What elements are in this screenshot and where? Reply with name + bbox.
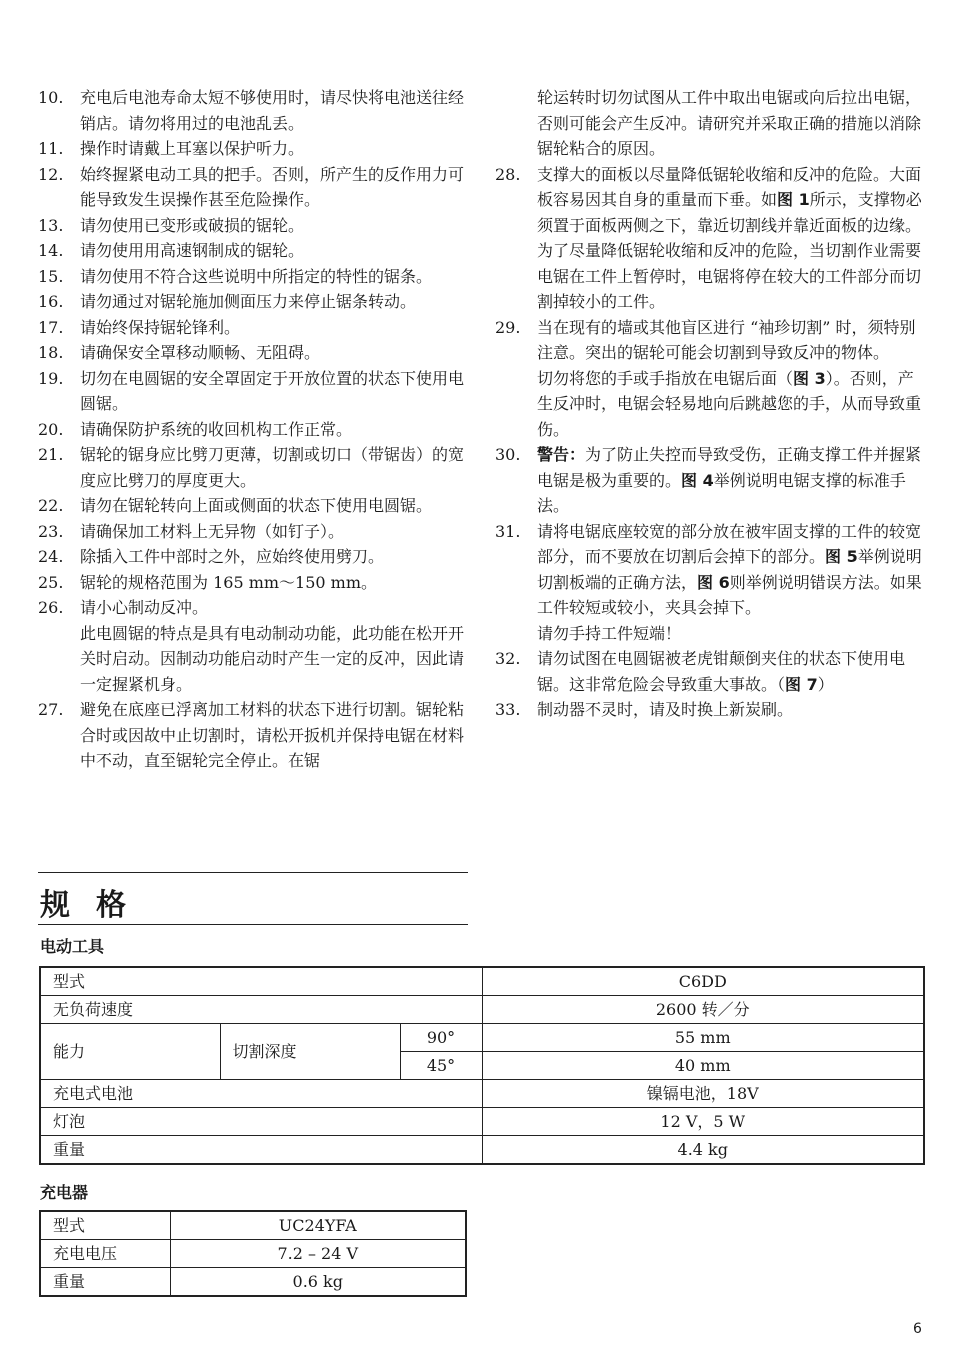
item-text: 请勿使用用高速钢制成的锯轮。 (80, 241, 305, 260)
item-number: 19. (38, 368, 64, 388)
item-number: 29. (495, 317, 521, 337)
item-text: 当在现有的墙或其他盲区进行 “袖珍切割” 时，须特别注意。突出的锯轮可能会切割到导致反冲的物体。 (537, 317, 916, 362)
spec-value: 2600 转／分 (482, 996, 924, 1024)
item-text: 警告：为了防止失控而导致受伤，正确支撑工件并握紧电锯是极为重要的。图 4举例说明电锯支撑的标准手法。 (537, 445, 922, 515)
item-text: 除插入工件中部时之外，应始终使用劈刀。 (80, 547, 385, 566)
warning-label: 警告： (537, 445, 586, 464)
list-item (38, 162, 468, 213)
table-row (40, 1136, 924, 1165)
spec-value: 55 mm (482, 1024, 924, 1052)
item-number: 15. (38, 266, 64, 286)
item-number: 11. (38, 139, 64, 158)
list-item (38, 315, 468, 341)
item-text: 请勿在锯轮转向上面或侧面的状态下使用电圆锯。 (80, 496, 433, 515)
figure-ref: 图 5 (825, 547, 858, 566)
item-text: 请始终保持锯轮锋利。 (80, 317, 241, 337)
spec-value: 7.2 – 24 V (170, 1240, 466, 1268)
item-number: 10. (38, 88, 64, 107)
item-text: 请勿通过对锯轮施加侧面压力来停止锯条转动。 (80, 292, 417, 311)
list-item (38, 595, 468, 621)
list-item (38, 264, 468, 290)
item-30 (495, 442, 925, 519)
list-item (38, 570, 468, 596)
spec-label: 充电式电池 (40, 1080, 482, 1108)
item-number: 17. (38, 317, 64, 337)
item-number: 24. (38, 547, 64, 566)
item-number: 22. (38, 496, 64, 515)
item-29-continued: 切勿将您的手或手指放在电锯后面（图 3）。否则，产生反冲时，电锯会轻易地向后跳越您的手，从而导致重伤。 (537, 368, 922, 439)
item-text: 请小心制动反冲。 (80, 598, 209, 617)
list-item (38, 544, 468, 570)
item-text: 充电后电池寿命太短不够使用时，请尽快将电池送往经销店。请勿将用过的电池乱丢。 (80, 88, 465, 133)
item-text: 请确保安全罩移动顺畅、无阻碍。 (80, 343, 321, 362)
spec-label: 重量 (40, 1136, 482, 1165)
table-row (40, 1108, 924, 1136)
section-divider (38, 872, 468, 873)
list-item (38, 493, 468, 519)
spec-value: 12 V，5 W (482, 1108, 924, 1136)
item-text: 操作时请戴上耳塞以保护听力。 (80, 139, 305, 158)
item-text: 切勿在电圆锯的安全罩固定于开放位置的状态下使用电圆锯。 (80, 368, 465, 413)
list-item (38, 366, 468, 417)
item-text: 锯轮的规格范围为 165 mm～150 mm。 (80, 572, 378, 592)
item-28-continued: 为了尽量降低锯轮收缩和反冲的危险，当切割作业需要电锯在工件上暂停时，电锯将停在较大的工件部分而切割掉较小的工件。 (537, 241, 922, 311)
spec-label: 型式 (40, 1211, 170, 1240)
list-item (38, 213, 468, 239)
table-row (40, 1268, 466, 1297)
figure-ref: 图 7 (785, 674, 818, 694)
list-item (38, 340, 468, 366)
list-item (38, 85, 468, 136)
item-text: 请确保防护系统的收回机构工作正常。 (80, 419, 353, 439)
page-number: 6 (913, 1321, 922, 1337)
item-number: 32. (495, 649, 521, 668)
spec-value: 0.6 kg (170, 1268, 466, 1297)
power-tool-spec-table (39, 966, 925, 1165)
figure-ref: 图 3 (793, 368, 826, 388)
item-32 (495, 646, 925, 697)
charger-spec-table (39, 1210, 467, 1297)
spec-label: 切割深度 (220, 1024, 400, 1080)
spec-label: 型式 (40, 967, 482, 996)
list-item (38, 238, 468, 264)
spec-value: 镍镉电池，18V (482, 1080, 924, 1108)
item-text: 请确保加工材料上无异物（如钉子）。 (80, 521, 345, 541)
item-number: 23. (38, 521, 64, 541)
item-text: 请勿使用已变形或破损的锯轮。 (80, 215, 305, 235)
item-number: 16. (38, 292, 64, 311)
item-text: 避免在底座已浮离加工材料的状态下进行切割。锯轮粘合时或因故中止切割时，请松开扳机并保持电锯在材料中不动，直至锯轮完全停止。在锯 (80, 700, 465, 770)
item-number: 20. (38, 419, 64, 439)
spec-label: 充电电压 (40, 1240, 170, 1268)
spec-value: C6DD (482, 967, 924, 996)
list-item-continued: 此电圆锯的特点是具有电动制动功能，此功能在松开开关时启动。因制动功能启动时产生一定的反冲，因此请一定握紧机身。 (80, 623, 465, 694)
angle-label: 90° (400, 1024, 482, 1052)
item-number: 31. (495, 521, 521, 541)
item-33 (495, 697, 925, 723)
spec-value: 4.4 kg (482, 1136, 924, 1165)
list-item (38, 136, 468, 162)
figure-ref: 图 1 (777, 190, 810, 209)
spec-label: 能力 (40, 1024, 220, 1080)
item-number: 30. (495, 445, 521, 464)
item-number: 28. (495, 164, 521, 184)
item-text: 请勿使用不符合这些说明中所指定的特性的锯条。 (80, 266, 433, 286)
item-number: 18. (38, 343, 64, 362)
spec-value: 40 mm (482, 1052, 924, 1080)
item-text: 锯轮的锯身应比劈刀更薄，切割或切口（带锯齿）的宽度应比劈刀的厚度更大。 (80, 445, 465, 490)
item-number: 21. (38, 445, 64, 464)
item-number: 33. (495, 700, 521, 719)
item-number: 14. (38, 241, 64, 260)
list-item (38, 417, 468, 443)
table-row (40, 1080, 924, 1108)
charger-heading: 充电器 (40, 1183, 89, 1202)
item-number: 26. (38, 598, 64, 617)
list-item (38, 697, 468, 774)
specs-title: 规格 (40, 888, 152, 923)
item-number: 27. (38, 700, 64, 719)
item-text: 始终握紧电动工具的把手。否则，所产生的反作用力可能导致发生误操作甚至危险操作。 (80, 164, 465, 209)
table-row (40, 1240, 466, 1268)
figure-ref: 图 6 (697, 572, 730, 592)
item-28 (495, 162, 925, 239)
table-row (40, 967, 924, 996)
angle-label: 45° (400, 1052, 482, 1080)
item-text: 请勿试图在电圆锯被老虎钳颠倒夹住的状态下使用电锯。这非常危险会导致重大事故。（图 7） (537, 649, 906, 694)
table-row (40, 996, 924, 1024)
item-text: 请将电锯底座较宽的部分放在被牢固支撑的工件的较宽部分，而不要放在切割后会掉下的部分。图 5举例说明切割板端的正确方法，图 6则举例说明错误方法。如果工件较短或较小，夹具会掉下。 (537, 521, 922, 617)
item-31 (495, 519, 925, 621)
item-27-continued: 轮运转时切勿试图从工件中取出电锯或向后拉出电锯，否则可能会产生反冲。请研究并采取正确的措施以消除锯轮粘合的原因。 (537, 88, 922, 158)
item-text: 制动器不灵时，请及时换上新炭刷。 (537, 700, 794, 719)
figure-ref: 图 4 (681, 470, 714, 490)
item-number: 25. (38, 572, 64, 592)
spec-label: 无负荷速度 (40, 996, 482, 1024)
spec-label: 重量 (40, 1268, 170, 1297)
item-number: 13. (38, 215, 64, 235)
item-29 (495, 315, 925, 366)
list-item (38, 519, 468, 545)
right-column (495, 85, 925, 723)
section-divider (38, 924, 468, 925)
power-tool-heading: 电动工具 (40, 937, 105, 956)
list-item (38, 442, 468, 493)
item-number: 12. (38, 164, 64, 184)
table-row (40, 1024, 924, 1052)
table-row (40, 1211, 466, 1240)
list-item (38, 289, 468, 315)
item-31-continued: 请勿手持工件短端！ (537, 623, 682, 643)
left-column (38, 85, 468, 774)
item-text: 支撑大的面板以尽量降低锯轮收缩和反冲的危险。大面板容易因其自身的重量而下垂。如图 1所示，支撑物必须置于面板两侧之下，靠近切割线并靠近面板的边缘。 (537, 164, 922, 235)
spec-value: UC24YFA (170, 1211, 466, 1240)
spec-label: 灯泡 (40, 1108, 482, 1136)
